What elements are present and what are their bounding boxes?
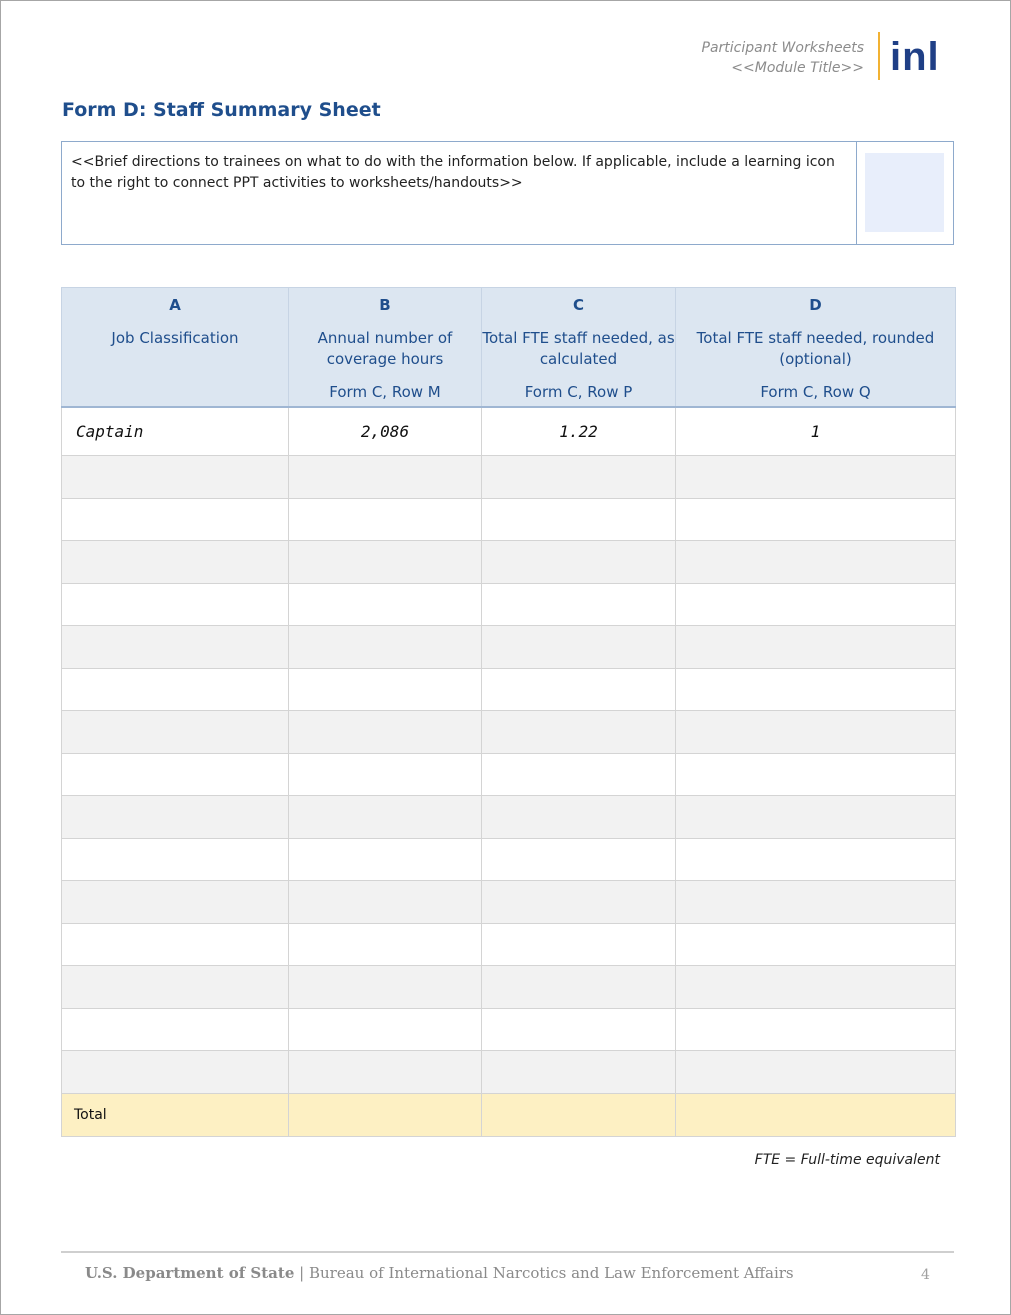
empty-cell[interactable] — [676, 1051, 956, 1094]
total-row — [62, 1093, 956, 1136]
column-letter: B — [379, 296, 391, 314]
empty-cell[interactable] — [62, 796, 289, 839]
column-header-a — [62, 288, 289, 408]
column-label: Total FTE staff needed, rounded (optional) — [696, 329, 935, 368]
table-row — [62, 498, 956, 541]
empty-cell[interactable] — [676, 668, 956, 711]
empty-cell[interactable] — [482, 1051, 676, 1094]
table-row — [62, 1008, 956, 1051]
header-module-title: <<Module Title>> — [731, 60, 864, 76]
empty-cell[interactable] — [482, 711, 676, 754]
empty-cell[interactable] — [289, 456, 482, 499]
empty-cell[interactable] — [482, 923, 676, 966]
empty-cell[interactable] — [289, 796, 482, 839]
directions-divider — [856, 142, 857, 244]
empty-cell[interactable] — [289, 498, 482, 541]
empty-cell[interactable] — [482, 753, 676, 796]
empty-cell[interactable] — [62, 838, 289, 881]
table-row — [62, 881, 956, 924]
empty-cell[interactable] — [289, 881, 482, 924]
table-row — [62, 583, 956, 626]
fte-rounded-cell[interactable]: 1 — [676, 407, 956, 456]
empty-cell[interactable] — [676, 626, 956, 669]
column-reference: Form C, Row M — [329, 383, 441, 401]
empty-cell[interactable] — [676, 838, 956, 881]
coverage-hours-cell[interactable]: 2,086 — [289, 407, 482, 456]
empty-cell[interactable] — [676, 583, 956, 626]
footer-department: U.S. Department of State — [85, 1264, 295, 1282]
empty-cell[interactable] — [676, 711, 956, 754]
empty-cell[interactable] — [62, 541, 289, 584]
directions-box — [61, 141, 954, 245]
empty-cell[interactable] — [62, 881, 289, 924]
empty-cell[interactable] — [289, 1008, 482, 1051]
table-row — [62, 753, 956, 796]
fte-footnote: FTE = Full-time equivalent — [754, 1152, 940, 1168]
empty-cell[interactable] — [289, 711, 482, 754]
column-reference: Form C, Row Q — [760, 383, 871, 401]
staff-summary-table — [61, 287, 956, 1137]
total-cell[interactable] — [482, 1093, 676, 1136]
running-header — [564, 38, 864, 78]
empty-cell[interactable] — [289, 1051, 482, 1094]
empty-cell[interactable] — [482, 838, 676, 881]
header-doc-type: Participant Worksheets — [701, 40, 864, 56]
table-header-row — [62, 288, 956, 408]
column-letter: D — [809, 296, 822, 314]
directions-text: <<Brief directions to trainees on what to do with the information below. If applicable, include a learning icon to the right to connect PPT activities to worksheets/handouts>> — [71, 154, 835, 191]
empty-cell[interactable] — [62, 456, 289, 499]
empty-cell[interactable] — [62, 923, 289, 966]
empty-cell[interactable] — [676, 881, 956, 924]
learning-icon-placeholder — [865, 153, 944, 232]
empty-cell[interactable] — [676, 796, 956, 839]
empty-cell[interactable] — [62, 753, 289, 796]
empty-cell[interactable] — [62, 626, 289, 669]
empty-cell[interactable] — [289, 626, 482, 669]
empty-cell[interactable] — [482, 626, 676, 669]
job-classification-cell[interactable]: Captain — [62, 407, 289, 456]
empty-cell[interactable] — [62, 966, 289, 1009]
total-cell[interactable] — [289, 1093, 482, 1136]
empty-cell[interactable] — [289, 668, 482, 711]
empty-cell[interactable] — [482, 1008, 676, 1051]
empty-cell[interactable] — [62, 1008, 289, 1051]
table-row — [62, 407, 956, 456]
table-row — [62, 456, 956, 499]
column-header-c — [482, 288, 676, 408]
table-row — [62, 626, 956, 669]
column-letter: C — [572, 296, 584, 314]
column-header-d — [676, 288, 956, 408]
table-row — [62, 668, 956, 711]
empty-cell[interactable] — [289, 838, 482, 881]
table-row — [62, 796, 956, 839]
table-row — [62, 1051, 956, 1094]
page-number: 4 — [921, 1267, 930, 1283]
empty-cell[interactable] — [482, 966, 676, 1009]
empty-cell[interactable] — [289, 583, 482, 626]
table-row — [62, 711, 956, 754]
page-title: Form D: Staff Summary Sheet — [62, 99, 381, 121]
empty-cell[interactable] — [289, 753, 482, 796]
empty-cell[interactable] — [676, 498, 956, 541]
empty-cell[interactable] — [62, 711, 289, 754]
table-row — [62, 923, 956, 966]
empty-cell[interactable] — [289, 923, 482, 966]
empty-cell[interactable] — [482, 668, 676, 711]
total-cell[interactable] — [676, 1093, 956, 1136]
empty-cell[interactable] — [482, 796, 676, 839]
column-reference: Form C, Row P — [524, 383, 633, 401]
page-footer — [85, 1264, 794, 1282]
empty-cell[interactable] — [62, 668, 289, 711]
table-row — [62, 838, 956, 881]
empty-cell[interactable] — [676, 456, 956, 499]
footer-divider — [61, 1251, 954, 1253]
empty-cell[interactable] — [62, 498, 289, 541]
empty-cell[interactable] — [676, 966, 956, 1009]
empty-cell[interactable] — [676, 541, 956, 584]
header-accent-bar — [878, 32, 880, 80]
footer-separator: | — [299, 1264, 305, 1282]
fte-calculated-cell[interactable]: 1.22 — [482, 407, 676, 456]
empty-cell[interactable] — [289, 541, 482, 584]
footer-bureau: Bureau of International Narcotics and Law Enforcement Affairs — [309, 1264, 794, 1282]
empty-cell[interactable] — [482, 456, 676, 499]
empty-cell[interactable] — [482, 541, 676, 584]
table-row — [62, 966, 956, 1009]
column-label: Annual number of coverage hours — [317, 329, 453, 368]
empty-cell[interactable] — [676, 753, 956, 796]
empty-cell[interactable] — [676, 923, 956, 966]
empty-cell[interactable] — [62, 583, 289, 626]
column-letter: A — [169, 296, 181, 314]
empty-cell[interactable] — [289, 966, 482, 1009]
total-label: Total — [62, 1093, 289, 1136]
table-row — [62, 541, 956, 584]
empty-cell[interactable] — [676, 1008, 956, 1051]
column-header-b — [289, 288, 482, 408]
empty-cell[interactable] — [482, 881, 676, 924]
empty-cell[interactable] — [62, 1051, 289, 1094]
empty-cell[interactable] — [482, 583, 676, 626]
inl-logo: inl — [890, 35, 940, 79]
empty-cell[interactable] — [482, 498, 676, 541]
column-label: Job Classification — [111, 329, 239, 347]
column-label: Total FTE staff needed, as calculated — [482, 329, 675, 368]
